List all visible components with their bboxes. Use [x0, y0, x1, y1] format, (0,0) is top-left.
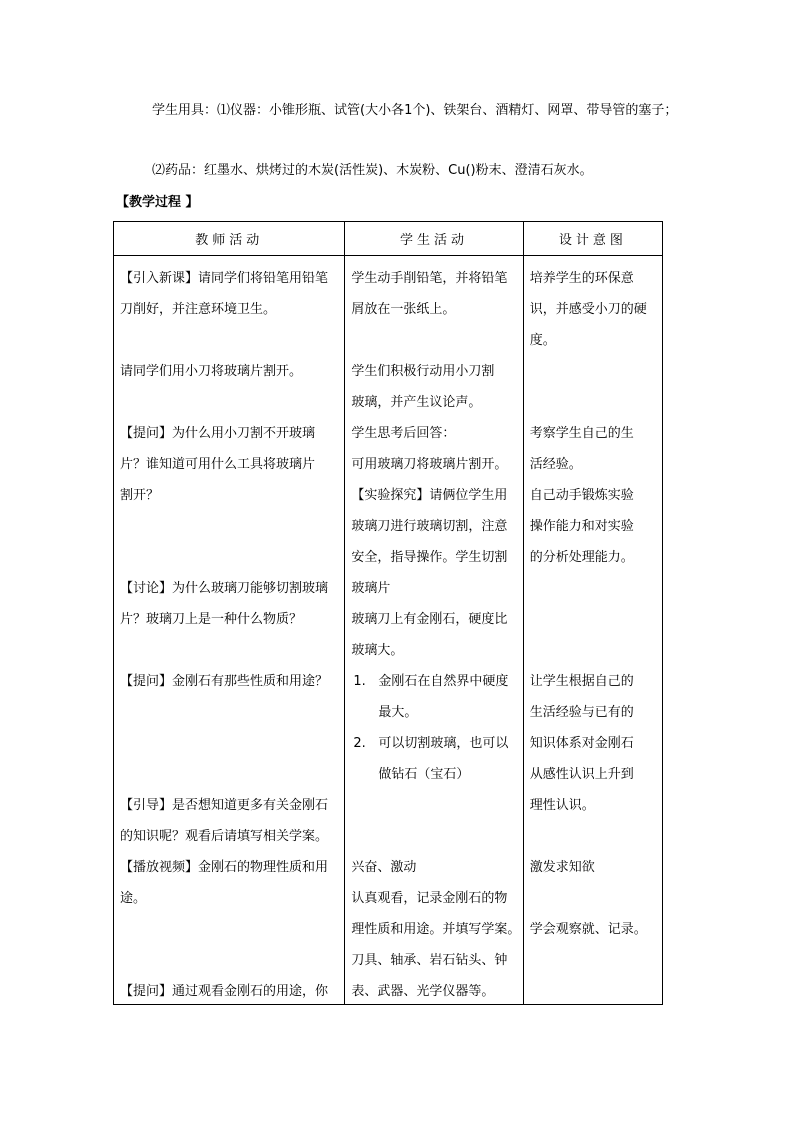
student-line: 刀具、轴承、岩石钻头、钟 — [351, 953, 508, 968]
student-activity-cell — [345, 256, 523, 1005]
list-number: 2. — [353, 736, 366, 751]
design-line: 生活经验与已有的 — [529, 705, 634, 720]
list-text: 做钻石（宝石） — [378, 767, 470, 782]
student-line: 安全，指导操作。学生切割 — [351, 550, 508, 565]
design-line: 激发求知欲 — [529, 860, 595, 875]
teacher-line: 【讨论】为什么玻璃刀能够切割玻璃 — [120, 581, 329, 596]
student-line: 兴奋、激动 — [351, 860, 417, 875]
reagents-line: ⑵药品：红墨水、烘烤过的木炭(活性炭)、木炭粉、Cu()粉末、澄清石灰水。 — [152, 163, 593, 178]
student-line: 认真观看，记录金刚石的物 — [351, 891, 508, 906]
teacher-activity-cell — [114, 256, 345, 1005]
design-line: 学会观察就、记录。 — [529, 922, 647, 937]
student-line: 【实验探究】请俩位学生用 — [351, 488, 508, 503]
design-line: 理性认识。 — [529, 798, 595, 813]
teacher-line: 割开？ — [120, 488, 160, 503]
student-line: 玻璃刀进行玻璃切割，注意 — [351, 519, 508, 534]
design-line: 从感性认识上升到 — [529, 767, 634, 782]
teacher-line: 途。 — [120, 891, 147, 906]
teaching-process-table — [113, 221, 663, 1005]
teacher-line: 片？玻璃刀上是一种什么物质？ — [120, 612, 303, 627]
design-line: 考察学生自己的生 — [529, 426, 634, 441]
teacher-line: 【播放视频】金刚石的物理性质和用 — [120, 860, 329, 875]
student-line: 玻璃刀上有金刚石，硬度比 — [351, 612, 508, 627]
student-line: 玻璃片 — [351, 581, 391, 596]
student-tools-line-2: 的塞子； — [625, 103, 678, 118]
student-line: 表、武器、光学仪器等。 — [351, 984, 495, 999]
design-line: 培养学生的环保意 — [529, 271, 634, 286]
list-item-continued — [351, 697, 518, 728]
student-line: 玻璃大。 — [351, 643, 404, 658]
table-body-row — [114, 256, 663, 1005]
teacher-line: 【引导】是否想知道更多有关金刚石 — [120, 798, 329, 813]
design-line: 自己动手锻炼实验 — [529, 488, 634, 503]
list-text: 可以切割玻璃，也可以 — [378, 736, 509, 751]
student-line: 可用玻璃刀将玻璃片割开。 — [351, 457, 508, 472]
design-line: 知识体系对金刚石 — [529, 736, 634, 751]
student-line: 学生思考后回答： — [351, 426, 456, 441]
header-teacher-activity: 教师活动 — [114, 222, 345, 256]
list-text: 最大。 — [378, 705, 418, 720]
list-item — [351, 666, 518, 697]
teacher-line: 【提问】金刚石有那些性质和用途？ — [120, 674, 329, 689]
list-number: 1. — [353, 674, 366, 689]
teacher-line: 的知识呢？观看后请填写相关学案。 — [120, 829, 329, 844]
table-header-row — [114, 222, 663, 256]
teacher-line: 片？谁知道可用什么工具将玻璃片 — [120, 457, 316, 472]
design-intent-cell — [523, 256, 662, 1005]
reagents-paragraph — [118, 156, 678, 186]
student-line: 学生动手削铅笔，并将铅笔 — [351, 271, 508, 286]
list-item-continued — [351, 759, 518, 790]
student-line: 理性质和用途。并填写学案。 — [351, 922, 521, 937]
student-line: 学生们积极行动用小刀割 — [351, 364, 495, 379]
teacher-line: 请同学们用小刀将玻璃片割开。 — [120, 364, 303, 379]
teacher-line: 【提问】为什么用小刀割不开玻璃 — [120, 426, 316, 441]
student-line: 玻璃，并产生议论声。 — [351, 395, 482, 410]
list-item — [351, 728, 518, 759]
student-line: 屑放在一张纸上。 — [351, 302, 456, 317]
student-tools-line-1: 学生用具：⑴仪器：小锥形瓶、试管(大小各1个)、铁架台、酒精灯、网罩、带导管 — [152, 103, 626, 118]
header-student-activity: 学生活动 — [345, 222, 523, 256]
design-line: 识，并感受小刀的硬 — [529, 302, 647, 317]
design-line: 度。 — [529, 333, 556, 348]
student-tools-paragraph — [118, 96, 678, 126]
teacher-line: 【提问】通过观看金刚石的用途，你 — [120, 984, 329, 999]
section-heading: 【教学过程 】 — [116, 195, 199, 210]
design-line: 活经验。 — [529, 457, 582, 472]
teacher-line: 【引入新课】请同学们将铅笔用铅笔 — [120, 271, 329, 286]
design-line: 的分析处理能力。 — [529, 550, 634, 565]
header-design-intent: 设计意图 — [523, 222, 662, 256]
list-text: 金刚石在自然界中硬度 — [378, 674, 509, 689]
design-line: 操作能力和对实验 — [529, 519, 634, 534]
teacher-line: 刀削好，并注意环境卫生。 — [120, 302, 277, 317]
design-line: 让学生根据自己的 — [529, 674, 634, 689]
